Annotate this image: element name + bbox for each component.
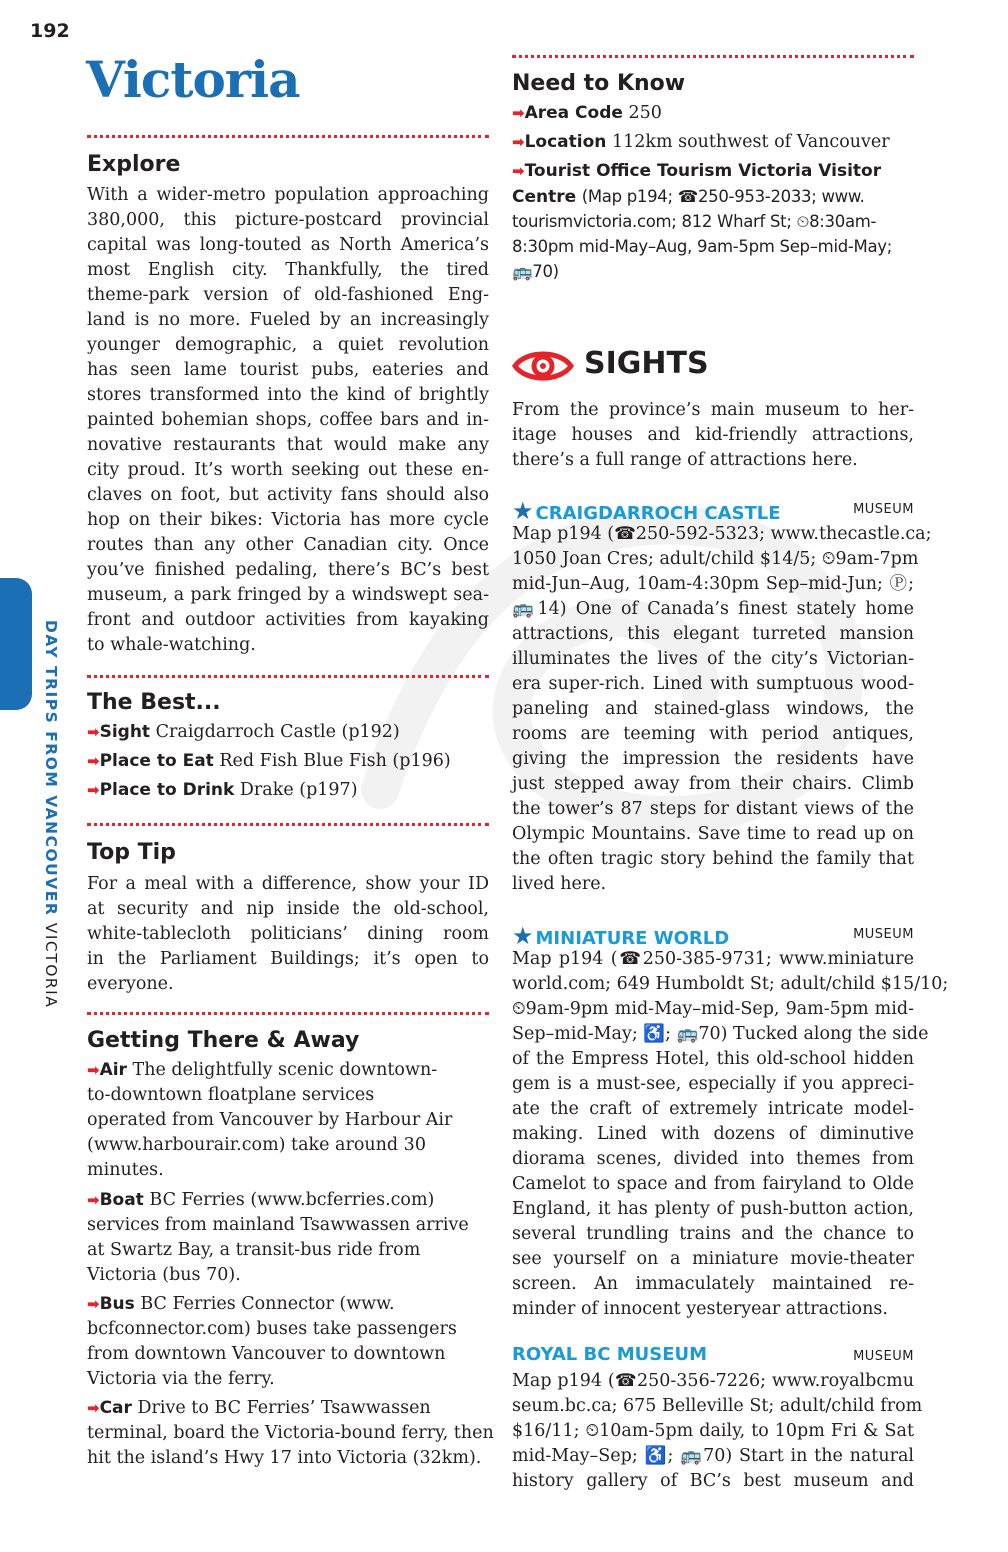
chapter-running-head [40, 620, 60, 1060]
sight-body-line: attractions, this elegant turreted mansion [512, 624, 914, 644]
top-tip-line: For a meal with a difference, show your ID [87, 874, 489, 894]
explore-line: claves on foot, but activity fans should also [87, 485, 489, 505]
sight-body-line: rooms are teeming with period antiques, [512, 724, 914, 744]
sight-body-line: the tower’s 87 steps for distant views of the [512, 799, 914, 819]
arrow-icon: ➡ [87, 1191, 100, 1209]
getting-item-line [87, 1292, 395, 1317]
sight-body-line: giving the impression the residents have [512, 749, 914, 769]
best-heading: The Best... [87, 690, 221, 715]
tourist-office-row: Centre (Map p194; ☎250-953-2033; www. [512, 187, 865, 207]
sight-entry-header[interactable] [512, 922, 914, 948]
getting-item-line: minutes. [87, 1160, 164, 1180]
sight-body-line: just stepped away from their chairs. Climb [512, 774, 914, 794]
sight-body-line: mid-May–Sep; ♿; 🚌70) Start in the natural [512, 1446, 914, 1466]
sight-name[interactable]: ★ CRAIGDARROCH CASTLE [512, 497, 781, 525]
tourist-office-detail: 8:30pm mid-May–Aug, 9am-5pm Sep–mid-May; [512, 237, 893, 256]
explore-line: 380,000, this picture-postcard provincial [87, 210, 489, 230]
chapter-subsection: VICTORIA [42, 922, 60, 1009]
area-code-row: ➡Area Code 250 [512, 103, 662, 123]
sight-name[interactable]: ROYAL BC MUSEUM [512, 1344, 708, 1365]
section-divider [87, 823, 489, 826]
sight-entry-header[interactable] [512, 1344, 914, 1370]
tourist-office-detail: 🚌70) [512, 262, 559, 281]
getting-item-line: bcfconnector.com) buses take passengers [87, 1319, 457, 1339]
page-number: 192 [30, 20, 70, 42]
explore-heading: Explore [87, 152, 181, 177]
best-item: ➡Place to Eat Red Fish Blue Fish (p196) [87, 751, 451, 771]
sight-meta-line: Map p194 (☎250-356-7226; www.royalbcmu [512, 1371, 914, 1391]
sight-description [512, 947, 949, 1322]
explore-line: you’ve finished pedaling, there’s BC’s best [87, 560, 489, 580]
explore-line: has seen lame tourist pubs, eateries and [87, 360, 489, 380]
section-divider [87, 675, 489, 678]
arrow-icon: ➡ [87, 1295, 100, 1313]
sight-body-line: the often tragic story behind the family that [512, 849, 914, 869]
arrow-icon: ➡ [87, 1061, 100, 1079]
sight-meta-line: ⏲9am-9pm mid-May–mid-Sep, 9am-5pm mid- [512, 999, 914, 1019]
getting-item-label: Air [99, 1060, 127, 1080]
top-tip-line: at security and nip inside the old-school, [87, 899, 489, 919]
arrow-icon: ➡ [87, 752, 100, 770]
arrow-icon: ➡ [87, 1399, 100, 1417]
sight-type: MUSEUM [853, 1349, 914, 1364]
best-item: ➡Place to Drink Drake (p197) [87, 780, 358, 800]
sight-description [512, 522, 932, 897]
getting-item-line: services from mainland Tsawwassen arrive [87, 1215, 469, 1235]
arrow-icon: ➡ [87, 723, 100, 741]
top-tip-line: everyone. [87, 974, 174, 994]
getting-item-label: Boat [99, 1190, 144, 1210]
explore-line: land is no more. Fueled by an increasingly [87, 310, 489, 330]
getting-item-text: Drive to BC Ferries’ Tsawwassen [137, 1398, 431, 1418]
explore-line: theme-park version of old-fashioned Eng- [87, 285, 489, 305]
getting-item-text: BC Ferries (www.bcferries.com) [149, 1190, 435, 1210]
sight-body-line: illuminates the lives of the city’s Victorian- [512, 649, 914, 669]
sight-body-line: screen. An immaculately maintained re- [512, 1274, 914, 1294]
tourist-office-row: ➡Tourist Office Tourism Victoria Visitor [512, 161, 882, 181]
section-divider [87, 1012, 489, 1015]
explore-line: to whale-watching. [87, 635, 256, 655]
need-to-know-heading: Need to Know [512, 71, 686, 96]
eye-icon [512, 346, 574, 386]
arrow-icon: ➡ [512, 133, 525, 151]
sights-intro-line: itage houses and kid-friendly attractions, [512, 425, 914, 445]
sights-intro-line: From the province’s main museum to her- [512, 400, 914, 420]
getting-item-line: operated from Vancouver by Harbour Air [87, 1110, 453, 1130]
top-tip-line: in the Parliament Buildings; it’s open to [87, 949, 489, 969]
explore-line: routes than any other Canadian city. Once [87, 535, 489, 555]
explore-line: With a wider-metro population approaching [87, 185, 489, 205]
location-row: ➡Location 112km southwest of Vancouver [512, 132, 890, 152]
getting-item-line [87, 1058, 437, 1083]
explore-line: hop on their bikes: Victoria has more cycle [87, 510, 489, 530]
sight-meta-line: Map p194 (☎250-385-9731; www.miniature [512, 949, 914, 969]
explore-line: younger demographic, a quiet revolution [87, 335, 489, 355]
getting-item-label: Bus [99, 1294, 135, 1314]
getting-item-line: Victoria (bus 70). [87, 1265, 241, 1285]
sight-meta-line: Map p194 (☎250-592-5323; www.thecastle.ca; [512, 524, 932, 544]
sight-body-line: England, it has plenty of push-button action, [512, 1199, 914, 1219]
arrow-icon: ➡ [87, 781, 100, 799]
arrow-icon: ➡ [512, 104, 525, 122]
sight-body-line: Camelot to space and from fairyland to Olde [512, 1174, 914, 1194]
sight-name[interactable]: ★ MINIATURE WORLD [512, 922, 730, 950]
sights-intro-line: there’s a full range of attractions here. [512, 450, 858, 470]
arrow-icon: ➡ [512, 162, 525, 180]
explore-line: front and outdoor activities from kayaking [87, 610, 489, 630]
getting-item-text: The delightfully scenic downtown- [132, 1060, 438, 1080]
sight-body-line: several trundling trains and the chance to [512, 1224, 914, 1244]
getting-item-line: to-downtown floatplane services [87, 1085, 375, 1105]
section-divider [512, 55, 914, 58]
sight-body-line: of the Empress Hotel, this old-school hidden [512, 1049, 914, 1069]
getting-heading: Getting There & Away [87, 1028, 360, 1053]
sight-body-line: lived here. [512, 874, 607, 894]
sight-meta-line: seum.bc.ca; 675 Belleville St; adult/child from [512, 1396, 923, 1416]
explore-line: city proud. It’s worth seeking out these en- [87, 460, 489, 480]
page-title: Victoria [86, 50, 300, 109]
sights-heading: SIGHTS [584, 346, 709, 381]
top-tip-line: white-tablecloth politicians’ dining room [87, 924, 489, 944]
sight-entry-header[interactable] [512, 497, 914, 523]
chapter-tab[interactable] [0, 578, 32, 710]
getting-item-line [87, 1188, 434, 1213]
sight-body-line: Olympic Mountains. Save time to read up on [512, 824, 914, 844]
getting-item-line: Victoria via the ferry. [87, 1369, 275, 1389]
sight-meta-line: world.com; 649 Humboldt St; adult/child $15/10; [512, 974, 949, 994]
getting-item-line: at Swartz Bay, a transit-bus ride from [87, 1240, 421, 1260]
sight-body-line: ate the craft of extremely intricate model- [512, 1099, 914, 1119]
top-tip-heading: Top Tip [87, 840, 176, 865]
sight-body-line: 🚌14) One of Canada’s finest stately home [512, 599, 914, 619]
sight-body-line: see yourself on a miniature movie-theater [512, 1249, 914, 1269]
getting-item-line: (www.harbourair.com) take around 30 [87, 1135, 426, 1155]
star-icon: ★ [512, 497, 534, 525]
sight-type: MUSEUM [853, 502, 914, 517]
sight-description [512, 1369, 923, 1494]
explore-line: stores transformed into the kind of brightly [87, 385, 489, 405]
explore-line: painted bohemian shops, coffee bars and in- [87, 410, 489, 430]
sight-body-line: Sep–mid-May; ♿; 🚌70) Tucked along the side [512, 1024, 929, 1044]
sight-meta-line: mid-Jun–Aug, 10am-4:30pm Sep–mid-Jun; Ⓟ; [512, 574, 914, 594]
sight-body-line: era super-rich. Lined with sumptuous wood- [512, 674, 914, 694]
getting-item-line: from downtown Vancouver to downtown [87, 1344, 446, 1364]
sight-body-line: history gallery of BC’s best museum and [512, 1471, 914, 1491]
sight-meta-line: 1050 Joan Cres; adult/child $14/5; ⏲9am-7pm [512, 549, 919, 569]
section-divider [87, 135, 489, 138]
sight-body-line: gem is a must-see, especially if you appreci- [512, 1074, 914, 1094]
explore-line: novative restaurants that would make any [87, 435, 489, 455]
sight-meta-line: $16/11; ⏲10am-5pm daily, to 10pm Fri & Sat [512, 1421, 914, 1441]
star-icon: ★ [512, 922, 534, 950]
best-item: ➡Sight Craigdarroch Castle (p192) [87, 722, 400, 742]
sight-body-line: diorama scenes, divided into themes from [512, 1149, 914, 1169]
getting-item-text: BC Ferries Connector (www. [140, 1294, 395, 1314]
sight-body-line: minder of innocent yesteryear attractions. [512, 1299, 888, 1319]
explore-line: most English city. Thankfully, the tired [87, 260, 489, 280]
explore-line: museum, a park fringed by a windswept sea- [87, 585, 489, 605]
sight-type: MUSEUM [853, 927, 914, 942]
explore-line: capital was long-touted as North America’s [87, 235, 489, 255]
sight-body-line: paneling and stained-glass windows, the [512, 699, 914, 719]
getting-item-line: terminal, board the Victoria-bound ferry, then [87, 1423, 494, 1443]
sight-body-line: making. Lined with dozens of diminutive [512, 1124, 914, 1144]
chapter-name: DAY TRIPS FROM VANCOUVER [42, 620, 60, 917]
getting-item-line: hit the island’s Hwy 17 into Victoria (32km). [87, 1448, 482, 1468]
getting-item-label: Car [99, 1398, 132, 1418]
tourist-office-detail: tourismvictoria.com; 812 Wharf St; ⏲8:30am- [512, 212, 877, 231]
getting-item-line [87, 1396, 431, 1421]
